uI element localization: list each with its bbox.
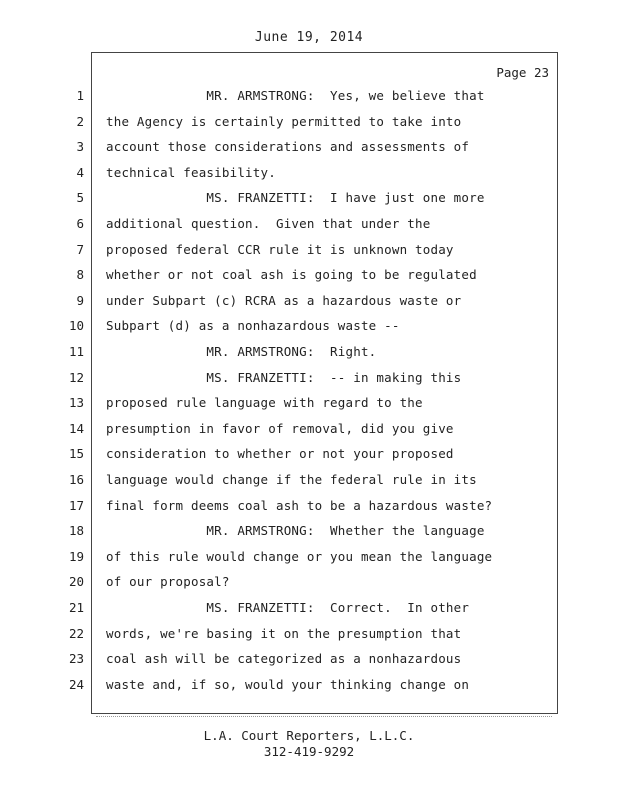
line-number: 9 [76,292,84,308]
line-number: 10 [68,318,84,334]
transcript-line: words, we're basing it on the presumption that [106,625,462,641]
transcript-line: MS. FRANZETTI: -- in making this [106,369,462,385]
line-number: 1 [76,88,84,103]
line-number: 2 [76,113,84,129]
header-date: June 19, 2014 [254,30,364,45]
line-number: 21 [68,600,84,615]
frame-bottom-rule [96,716,552,717]
line-number: 13 [68,395,84,411]
transcript-line: account those considerations and assessments of [106,139,470,155]
transcript-line: of this rule would change or you mean the language [106,548,493,564]
footer-company: L.A. Court Reporters, L.L.C. [203,728,415,743]
transcript-line: whether or not coal ash is going to be regulated [106,267,477,283]
page-number-label: Page 23 [496,65,549,80]
transcript-line: language would change if the federal rule in its [106,472,477,487]
line-number: 18 [68,523,84,539]
transcript-line: presumption in favor of removal, did you give [106,420,454,436]
line-number: 23 [68,651,84,667]
footer-phone: 312-419-9292 [263,744,355,759]
transcript-line: MR. ARMSTRONG: Right. [106,344,377,359]
line-number: 3 [76,139,84,155]
line-number: 12 [68,369,84,385]
transcript-line: consideration to whether or not your proposed [106,446,454,462]
line-number: 5 [76,190,84,206]
line-number: 24 [68,676,84,692]
line-number: 7 [76,241,84,257]
line-number: 20 [68,574,84,590]
line-number: 22 [68,625,84,641]
line-number: 16 [68,472,84,487]
transcript-line: MR. ARMSTRONG: Whether the language [106,523,485,539]
line-number: 17 [68,497,84,513]
line-number: 8 [76,267,84,283]
transcript-line: of our proposal? [106,574,230,590]
line-number: 14 [68,420,84,436]
transcript-line: proposed rule language with regard to the [106,395,423,411]
transcript-line: MS. FRANZETTI: Correct. In other [106,600,470,615]
transcript-line: the Agency is certainly permitted to take into [106,113,462,129]
transcript-line: coal ash will be categorized as a nonhazardous [106,651,462,667]
transcript-line: final form deems coal ash to be a hazardous waste? [106,497,493,513]
line-number: 6 [76,216,84,231]
transcript-line: MR. ARMSTRONG: Yes, we believe that [106,88,485,103]
transcript-line: MS. FRANZETTI: I have just one more [106,190,485,206]
line-number: 19 [68,548,84,564]
transcript-line: additional question. Given that under the [106,216,431,231]
line-number: 15 [68,446,84,462]
transcript-line: technical feasibility. [106,164,276,180]
transcript-line: waste and, if so, would your thinking change on [106,676,470,692]
line-number: 11 [68,344,84,359]
transcript-line: Subpart (d) as a nonhazardous waste -- [106,318,400,334]
transcript-line: proposed federal CCR rule it is unknown today [106,241,454,257]
transcript-line: under Subpart (c) RCRA as a hazardous waste or [106,292,462,308]
line-number: 4 [76,164,84,180]
